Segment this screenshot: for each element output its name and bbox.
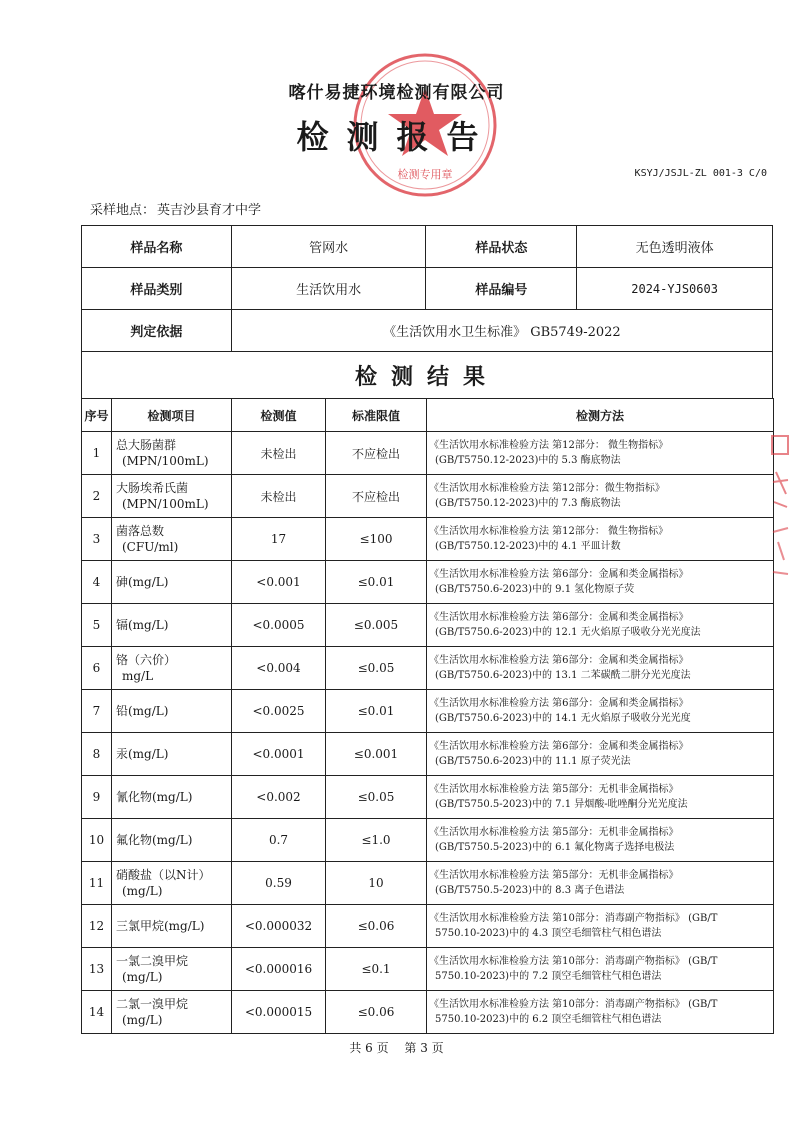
sampling-location — [88, 199, 261, 218]
method-line-1: 《生活饮用水标准检验方法 第12部分： 微生物指标》 — [429, 440, 669, 451]
basis-label: 判定依据 — [82, 310, 232, 352]
method-line-2: (GB/T5750.12-2023)中的 4.1 平皿计数 — [435, 541, 621, 552]
test-method — [427, 905, 774, 948]
method-line-1: 《生活饮用水标准检验方法 第10部分：消毒副产物指标》 (GB/T — [429, 999, 718, 1010]
test-value: 0.7 — [232, 819, 326, 862]
test-item — [112, 690, 232, 733]
test-value: <0.0005 — [232, 604, 326, 647]
standard-limit: 10 — [326, 862, 427, 905]
basis-value: 《生活饮用水卫生标准》 GB5749-2022 — [231, 310, 772, 352]
total-pages: 共 6 页 — [349, 1041, 389, 1055]
table-row — [82, 518, 774, 561]
test-item — [112, 518, 232, 561]
test-method — [427, 948, 774, 991]
table-row — [82, 905, 774, 948]
row-number: 11 — [82, 862, 112, 905]
row-number: 14 — [82, 991, 112, 1034]
sample-type-label: 样品类别 — [82, 268, 232, 310]
method-line-2: 5750.10-2023)中的 4.3 顶空毛细管柱气相色谱法 — [435, 928, 662, 939]
col-header-limit: 标准限值 — [326, 399, 427, 432]
test-value: <0.000016 — [232, 948, 326, 991]
row-number: 10 — [82, 819, 112, 862]
method-line-2: (GB/T5750.5-2023)中的 7.1 异烟酸-吡唑酮分光光度法 — [435, 799, 688, 810]
table-row — [82, 647, 774, 690]
method-line-2: 5750.10-2023)中的 6.2 顶空毛细管柱气相色谱法 — [435, 1014, 662, 1025]
test-method — [427, 991, 774, 1034]
test-item — [112, 776, 232, 819]
standard-limit: ≤0.05 — [326, 776, 427, 819]
test-method — [427, 862, 774, 905]
method-line-2: (GB/T5750.12-2023)中的 5.3 酶底物法 — [435, 455, 621, 466]
test-value: <0.0001 — [232, 733, 326, 776]
item-unit: (MPN/100mL) — [122, 497, 209, 511]
sample-name-label: 样品名称 — [82, 226, 232, 268]
col-header-value: 检测值 — [232, 399, 326, 432]
table-row — [82, 604, 774, 647]
table-row — [82, 561, 774, 604]
table-row — [82, 733, 774, 776]
test-item — [112, 604, 232, 647]
test-method — [427, 432, 774, 475]
method-line-2: (GB/T5750.5-2023)中的 6.1 氟化物离子选择电极法 — [435, 842, 675, 853]
side-seal-fragment-icon — [768, 432, 793, 582]
item-unit: (mg/L) — [122, 970, 163, 984]
location-value: 英吉沙县育才中学 — [157, 203, 262, 218]
row-number: 2 — [82, 475, 112, 518]
row-number: 8 — [82, 733, 112, 776]
table-row — [82, 475, 774, 518]
standard-limit: 不应检出 — [326, 475, 427, 518]
item-unit: (CFU/ml) — [122, 540, 179, 554]
item-name: 总大肠菌群 — [116, 438, 177, 452]
test-value: <0.002 — [232, 776, 326, 819]
row-number: 12 — [82, 905, 112, 948]
method-line-2: (GB/T5750.5-2023)中的 8.3 离子色谱法 — [435, 885, 625, 896]
standard-limit: 不应检出 — [326, 432, 427, 475]
method-line-2: 5750.10-2023)中的 7.2 顶空毛细管柱气相色谱法 — [435, 971, 662, 982]
test-method — [427, 690, 774, 733]
test-method — [427, 776, 774, 819]
test-value: <0.0025 — [232, 690, 326, 733]
test-value: 未检出 — [232, 432, 326, 475]
standard-limit: ≤0.05 — [326, 647, 427, 690]
table-row — [82, 948, 774, 991]
test-item — [112, 991, 232, 1034]
test-method — [427, 647, 774, 690]
row-number: 7 — [82, 690, 112, 733]
item-name: 汞(mg/L) — [116, 747, 169, 761]
standard-limit: ≤1.0 — [326, 819, 427, 862]
item-name: 三氯甲烷(mg/L) — [116, 919, 205, 933]
standard-limit: ≤0.01 — [326, 690, 427, 733]
method-line-1: 《生活饮用水标准检验方法 第10部分：消毒副产物指标》 (GB/T — [429, 913, 718, 924]
item-name: 一氯二溴甲烷 — [116, 954, 189, 968]
sample-info-table — [81, 225, 773, 399]
standard-limit: ≤0.1 — [326, 948, 427, 991]
standard-limit: ≤0.005 — [326, 604, 427, 647]
method-line-2: (GB/T5750.6-2023)中的 12.1 无火焰原子吸收分光光度法 — [435, 627, 701, 638]
location-label: 采样地点： — [90, 203, 156, 218]
method-line-2: (GB/T5750.6-2023)中的 13.1 二苯碳酰二肼分光光度法 — [435, 670, 691, 681]
method-line-1: 《生活饮用水标准检验方法 第12部分： 微生物指标》 — [429, 526, 669, 537]
test-value: <0.000015 — [232, 991, 326, 1034]
sample-name-value: 管网水 — [231, 226, 426, 268]
method-line-2: (GB/T5750.6-2023)中的 9.1 氢化物原子荧 — [435, 584, 635, 595]
test-item — [112, 819, 232, 862]
test-method — [427, 819, 774, 862]
row-number: 13 — [82, 948, 112, 991]
item-unit: mg/L — [122, 669, 154, 683]
row-number: 6 — [82, 647, 112, 690]
sample-id-value: 2024-YJS0603 — [577, 268, 773, 310]
row-number: 1 — [82, 432, 112, 475]
test-item — [112, 561, 232, 604]
standard-limit: ≤0.001 — [326, 733, 427, 776]
test-method — [427, 561, 774, 604]
test-value: 17 — [232, 518, 326, 561]
document-code: KSYJ/JSJL-ZL 001-3 C/0 — [634, 168, 767, 179]
item-name: 硝酸盐（以N计） — [116, 868, 211, 882]
method-line-1: 《生活饮用水标准检验方法 第5部分：无机非金属指标》 — [429, 784, 679, 795]
test-value: <0.000032 — [232, 905, 326, 948]
test-value: <0.001 — [232, 561, 326, 604]
method-line-1: 《生活饮用水标准检验方法 第12部分：微生物指标》 — [429, 483, 665, 494]
test-item — [112, 475, 232, 518]
test-value: 未检出 — [232, 475, 326, 518]
method-line-2: (GB/T5750.12-2023)中的 7.3 酶底物法 — [435, 498, 621, 509]
method-line-1: 《生活饮用水标准检验方法 第5部分：无机非金属指标》 — [429, 870, 679, 881]
item-name: 镉(mg/L) — [116, 618, 169, 632]
company-name: 喀什易捷环境检测有限公司 — [288, 83, 505, 103]
standard-limit: ≤0.01 — [326, 561, 427, 604]
item-name: 铅(mg/L) — [116, 704, 169, 718]
method-line-1: 《生活饮用水标准检验方法 第6部分：金属和类金属指标》 — [429, 698, 689, 709]
table-row — [82, 776, 774, 819]
item-name: 菌落总数 — [116, 524, 165, 538]
col-header-method: 检测方法 — [427, 399, 774, 432]
test-method — [427, 733, 774, 776]
col-header-item: 检测项目 — [112, 399, 232, 432]
results-table — [81, 398, 774, 1034]
method-line-1: 《生活饮用水标准检验方法 第6部分：金属和类金属指标》 — [429, 741, 689, 752]
standard-limit: ≤100 — [326, 518, 427, 561]
sample-state-value: 无色透明液体 — [577, 226, 773, 268]
standard-limit: ≤0.06 — [326, 991, 427, 1034]
method-line-1: 《生活饮用水标准检验方法 第6部分：金属和类金属指标》 — [429, 612, 689, 623]
item-name: 氰化物(mg/L) — [116, 790, 193, 804]
method-line-1: 《生活饮用水标准检验方法 第5部分：无机非金属指标》 — [429, 827, 679, 838]
sample-id-label: 样品编号 — [426, 268, 577, 310]
item-unit: (mg/L) — [122, 1013, 163, 1027]
method-line-2: (GB/T5750.6-2023)中的 11.1 原子荧光法 — [435, 756, 631, 767]
table-row — [82, 432, 774, 475]
seal-text: 检测专用章 — [397, 168, 453, 181]
results-title: 检测结果 — [82, 352, 773, 399]
item-name: 铬（六价） — [116, 653, 177, 667]
col-header-no: 序号 — [82, 399, 112, 432]
test-method — [427, 475, 774, 518]
row-number: 5 — [82, 604, 112, 647]
row-number: 3 — [82, 518, 112, 561]
test-item — [112, 432, 232, 475]
method-line-1: 《生活饮用水标准检验方法 第6部分：金属和类金属指标》 — [429, 655, 689, 666]
test-item — [112, 862, 232, 905]
current-page: 第 3 页 — [404, 1041, 444, 1055]
method-line-1: 《生活饮用水标准检验方法 第10部分：消毒副产物指标》 (GB/T — [429, 956, 718, 967]
report-title: 检测报告 — [296, 118, 497, 156]
table-row — [82, 862, 774, 905]
item-name: 氟化物(mg/L) — [116, 833, 193, 847]
page-footer — [0, 1039, 793, 1056]
method-line-1: 《生活饮用水标准检验方法 第6部分：金属和类金属指标》 — [429, 569, 689, 580]
table-row — [82, 690, 774, 733]
test-value: 0.59 — [232, 862, 326, 905]
table-row — [82, 819, 774, 862]
sample-state-label: 样品状态 — [426, 226, 577, 268]
row-number: 4 — [82, 561, 112, 604]
item-unit: (MPN/100mL) — [122, 454, 209, 468]
test-value: <0.004 — [232, 647, 326, 690]
sample-type-value: 生活饮用水 — [231, 268, 426, 310]
item-name: 砷(mg/L) — [116, 575, 169, 589]
method-line-2: (GB/T5750.6-2023)中的 14.1 无火焰原子吸收分光光度 — [435, 713, 691, 724]
item-name: 大肠埃希氏菌 — [116, 481, 189, 495]
test-item — [112, 733, 232, 776]
test-method — [427, 518, 774, 561]
test-item — [112, 905, 232, 948]
table-row — [82, 991, 774, 1034]
test-item — [112, 948, 232, 991]
row-number: 9 — [82, 776, 112, 819]
test-item — [112, 647, 232, 690]
test-method — [427, 604, 774, 647]
item-unit: (mg/L) — [122, 884, 163, 898]
standard-limit: ≤0.06 — [326, 905, 427, 948]
item-name: 二氯一溴甲烷 — [116, 997, 189, 1011]
